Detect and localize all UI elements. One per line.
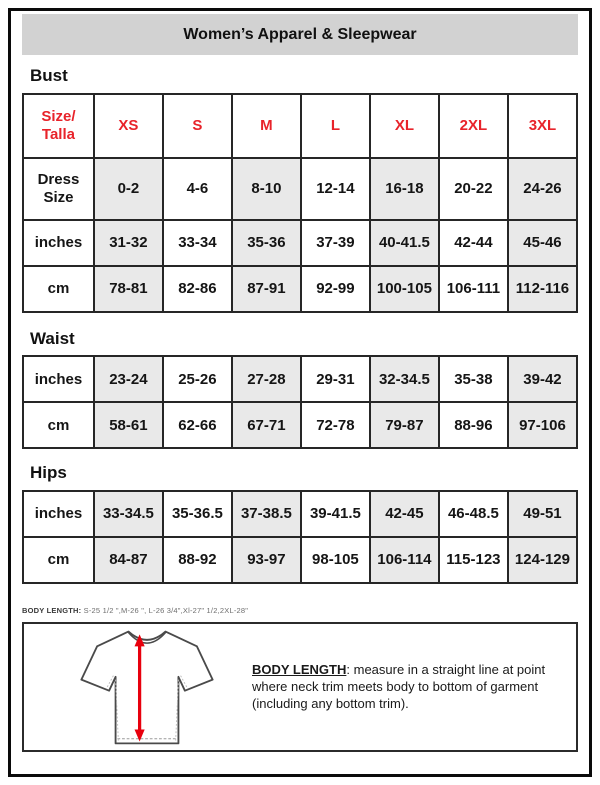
body-length-note-text: S-25 1/2 ",M-26 ", L-26 3/4",Xl-27" 1/2,2XL-28" [83,606,249,616]
size-value-cell: 12-14 [301,158,370,220]
size-value-cell: 97-106 [508,402,577,448]
body-length-diagram-box [22,622,578,752]
size-value-cell: 46-48.5 [439,491,508,537]
size-value-cell: 88-96 [439,402,508,448]
waist-size-table [22,355,578,449]
section-heading-hips: Hips [30,463,67,483]
diagram-caption-label: BODY LENGTH [252,661,347,677]
size-value-cell: 78-81 [94,266,163,312]
size-value-cell: 42-45 [370,491,439,537]
size-column-header-l: L [301,94,370,158]
size-header-label: Size/ Talla [23,94,94,158]
size-value-cell: 37-38.5 [232,491,301,537]
size-value-cell: 49-51 [508,491,577,537]
size-value-cell: 8-10 [232,158,301,220]
size-column-header-s: S [163,94,232,158]
size-value-cell: 35-36 [232,220,301,266]
size-value-cell: 88-92 [163,537,232,583]
size-value-cell: 42-44 [439,220,508,266]
size-value-cell: 35-36.5 [163,491,232,537]
size-value-cell: 4-6 [163,158,232,220]
hips-size-table [22,490,578,584]
size-column-header-xs: XS [94,94,163,158]
size-value-cell: 27-28 [232,356,301,402]
size-value-cell: 124-129 [508,537,577,583]
size-value-cell: 112-116 [508,266,577,312]
bust-size-table [22,93,578,313]
row-label: cm [23,402,94,448]
page-title: Women’s Apparel & Sleepwear [22,14,578,55]
size-value-cell: 29-31 [301,356,370,402]
size-value-cell: 39-41.5 [301,491,370,537]
size-value-cell: 24-26 [508,158,577,220]
size-value-cell: 115-123 [439,537,508,583]
size-value-cell: 40-41.5 [370,220,439,266]
size-value-cell: 20-22 [439,158,508,220]
size-column-header-xl: XL [370,94,439,158]
size-value-cell: 106-111 [439,266,508,312]
size-value-cell: 67-71 [232,402,301,448]
size-value-cell: 33-34.5 [94,491,163,537]
size-value-cell: 93-97 [232,537,301,583]
size-value-cell: 37-39 [301,220,370,266]
size-value-cell: 72-78 [301,402,370,448]
size-value-cell: 58-61 [94,402,163,448]
row-label: cm [23,537,94,583]
size-value-cell: 16-18 [370,158,439,220]
size-value-cell: 87-91 [232,266,301,312]
size-value-cell: 84-87 [94,537,163,583]
size-value-cell: 33-34 [163,220,232,266]
diagram-caption [252,662,576,713]
size-value-cell: 31-32 [94,220,163,266]
row-label: inches [23,491,94,537]
body-length-note [22,606,578,615]
size-value-cell: 106-114 [370,537,439,583]
row-label: inches [23,220,94,266]
size-value-cell: 62-66 [163,402,232,448]
row-label: inches [23,356,94,402]
section-heading-bust: Bust [30,66,68,85]
size-value-cell: 82-86 [163,266,232,312]
size-column-header-m: M [232,94,301,158]
size-value-cell: 100-105 [370,266,439,312]
size-column-header-2xl: 2XL [439,94,508,158]
row-label: cm [23,266,94,312]
size-value-cell: 35-38 [439,356,508,402]
chart-frame [8,8,592,777]
size-value-cell: 98-105 [301,537,370,583]
size-value-cell: 32-34.5 [370,356,439,402]
size-value-cell: 25-26 [163,356,232,402]
size-value-cell: 45-46 [508,220,577,266]
size-value-cell: 92-99 [301,266,370,312]
size-value-cell: 0-2 [94,158,163,220]
size-value-cell: 23-24 [94,356,163,402]
body-length-note-label: BODY LENGTH: [22,606,82,616]
row-label: Dress Size [23,158,94,220]
size-column-header-3xl: 3XL [508,94,577,158]
tshirt-icon [72,626,222,748]
chart-content [11,67,589,752]
section-heading-waist: Waist [30,328,75,348]
diagram-caption-text: : measure in a straight line at point where neck trim meets body to bottom of garment (including any bottom trim). [252,661,546,711]
tshirt-diagram [72,626,222,748]
size-value-cell: 79-87 [370,402,439,448]
size-value-cell: 39-42 [508,356,577,402]
